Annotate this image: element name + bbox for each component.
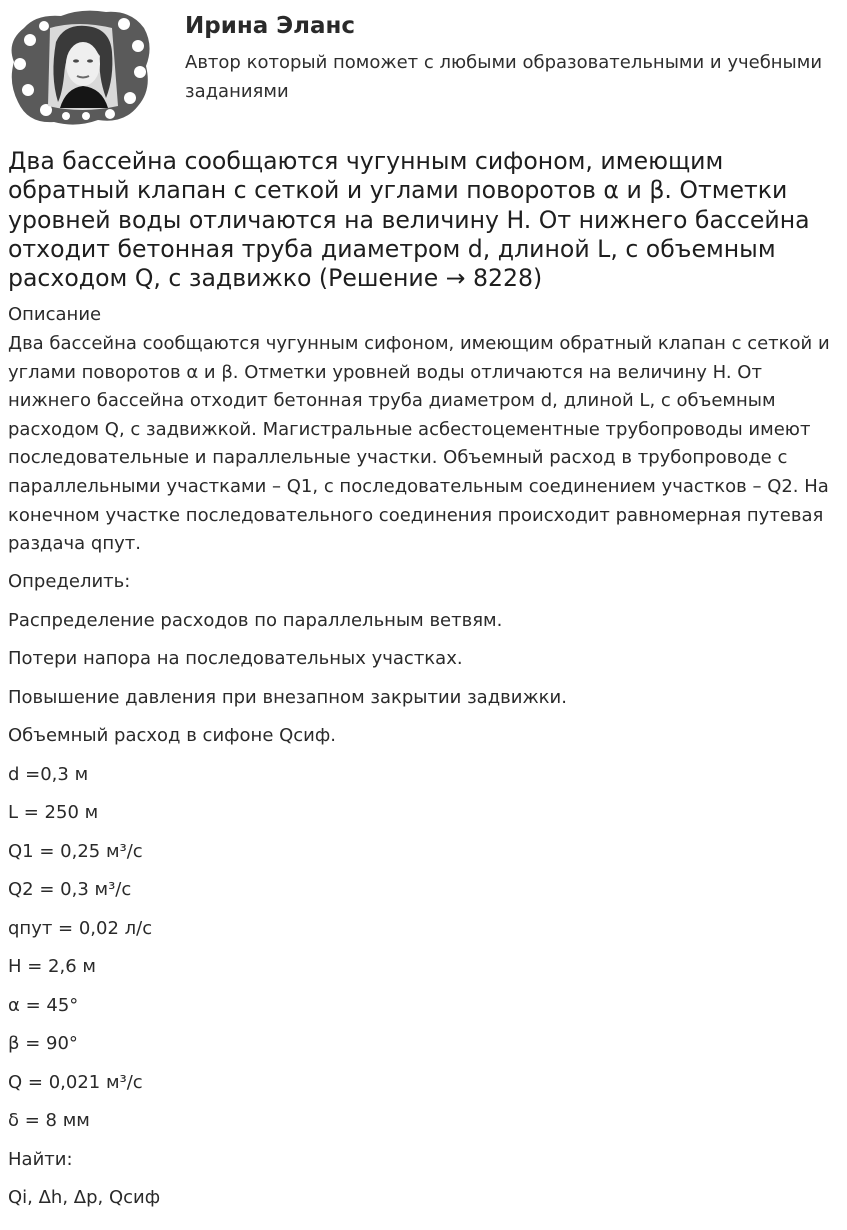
given-value: Q2 = 0,3 м³/с xyxy=(8,879,132,900)
task-section-heading: Определить: xyxy=(8,571,131,592)
given-value: δ = 8 мм xyxy=(8,1110,90,1131)
task-item: Объемный расход в сифоне Qсиф. xyxy=(8,725,336,746)
task-item: Потери напора на последовательных участках. xyxy=(8,648,463,669)
given-value: qпут = 0,02 л/с xyxy=(8,917,153,939)
given-value: L = 250 м xyxy=(8,802,99,823)
task-item: Распределение расходов по параллельным ветвям. xyxy=(8,609,503,631)
find-heading: Найти: xyxy=(8,1148,73,1170)
author-description: Автор который поможет с любыми образовательными и учебными заданиями xyxy=(185,52,823,102)
author-card xyxy=(0,0,847,140)
author-name[interactable]: Ирина Эланс xyxy=(185,13,356,39)
given-value: H = 2,6 м xyxy=(8,956,96,977)
given-value: α = 45° xyxy=(8,994,79,1016)
description-label: Описание xyxy=(8,304,102,325)
page-title: Два бассейна сообщаются чугунным сифоном, имеющим обратный клапан с сеткой и углами поворотов α и β. Отметки уровней воды отличаются на величину H. От нижнего бассейна отходит бетонная труба диаметром d, длиной L, с объемным расходом Q, с задвижко (Решение → 8228) xyxy=(8,147,810,293)
description-text: Два бассейна сообщаются чугунным сифоном, имеющим обратный клапан с сеткой и углами поворотов α и β. Отметки уровней воды отличаются на величину H. От нижнего бассейна отходит бетонная труба диаметром d, длиной L, с объемным расходом Q, с задвижкой. Магистральные асбестоцементные трубопроводы имеют последовательные и параллельные участки. Объемный расход в трубопроводе с параллельными участками – Q1, с последовательным соединением участков – Q2. На конечном участке последовательного соединения происходит равномерная путевая раздача qпут. xyxy=(8,333,830,555)
given-value: β = 90° xyxy=(8,1033,78,1054)
given-value: Q = 0,021 м³/с xyxy=(8,1071,143,1093)
task-item: Повышение давления при внезапном закрытии задвижки. xyxy=(8,686,567,708)
given-value: d =0,3 м xyxy=(8,763,89,785)
given-value: Q1 = 0,25 м³/с xyxy=(8,840,143,862)
task-details-list xyxy=(8,568,840,1223)
find-values: Qi, Δh, Δp, Qсиф xyxy=(8,1187,161,1208)
author-avatar[interactable] xyxy=(6,6,152,128)
